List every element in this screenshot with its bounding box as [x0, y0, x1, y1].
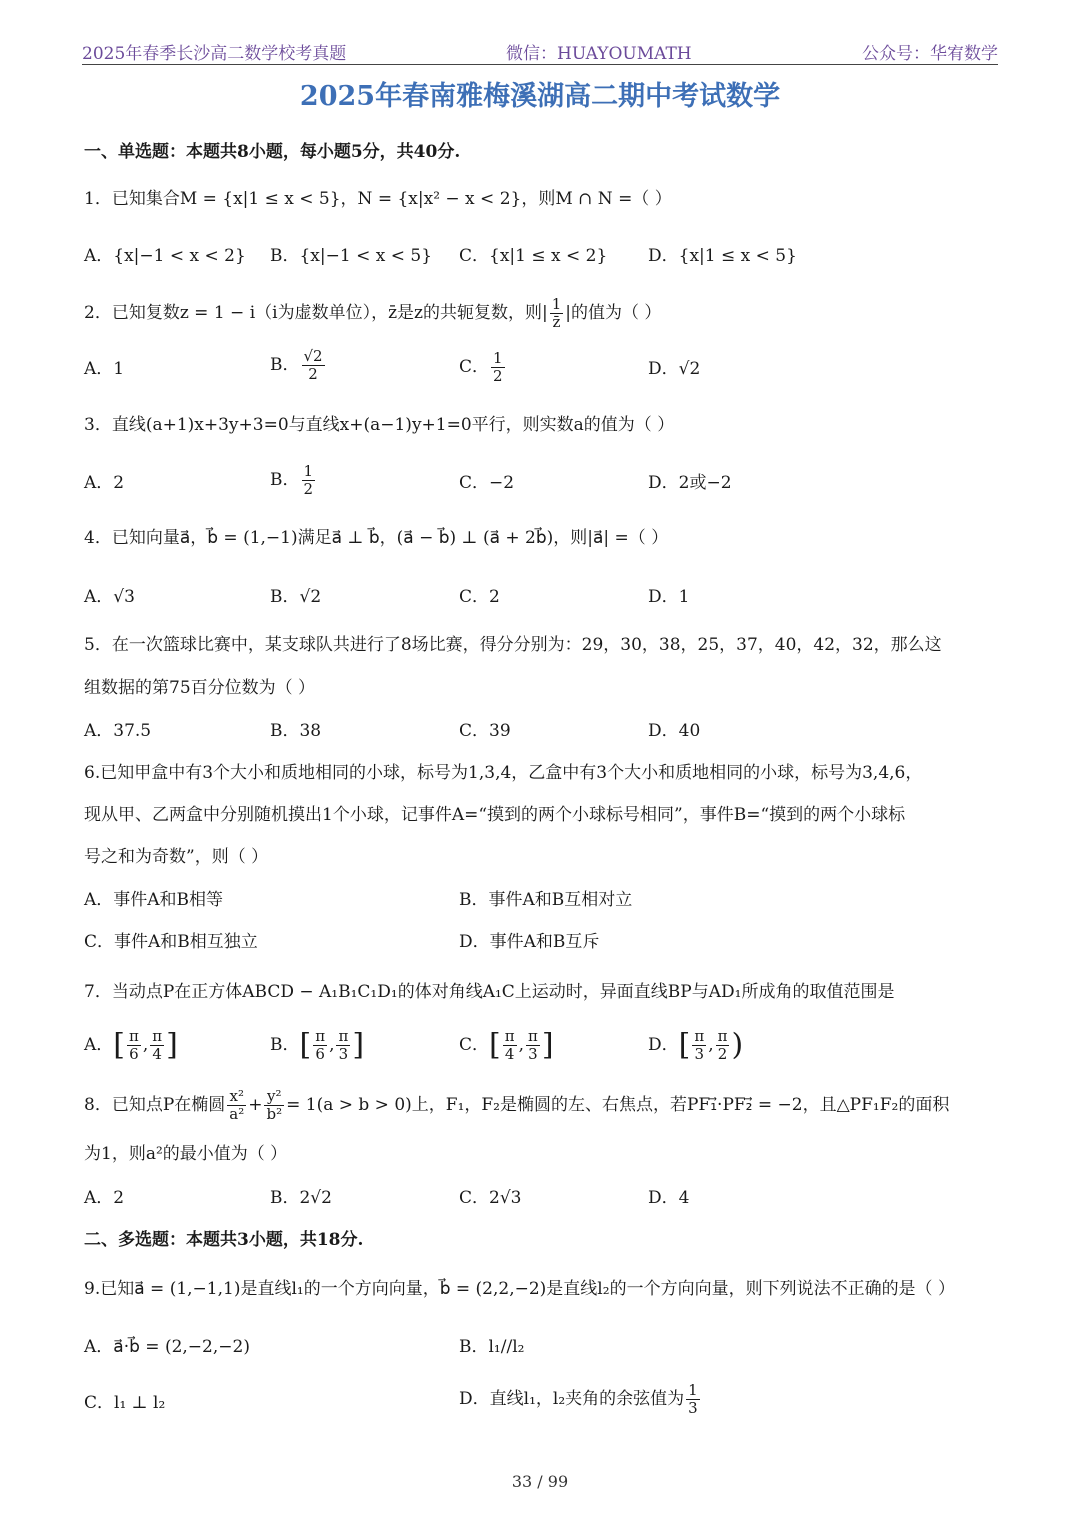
q8-option-d: D．4 [648, 1188, 690, 1208]
page-header [82, 36, 998, 65]
q5-option-d: D．40 [648, 721, 701, 741]
question-7: 7．当动点P在正方体ABCD − A₁B₁C₁D₁的体对角线A₁C上运动时，异面直线BP与AD₁所成角的取值范围是 [84, 982, 895, 1002]
q6-option-b: B．事件A和B互相对立 [459, 890, 633, 910]
question-6-line-1: 6.已知甲盒中有3个大小和质地相同的小球，标号为1,3,4，乙盒中有3个大小和质地相同的小球，标号为3,4,6， [84, 763, 923, 783]
q1-option-d: D．{x|1 ≤ x < 5} [648, 246, 797, 266]
q9-option-a: A．a⃗·b⃗ = (2,−2,−2) [84, 1337, 250, 1357]
question-2: 2．已知复数z = 1 − i（i为虚数单位），z̄是z的共轭复数，则| $\frac{1}{z̄}$ |的值为（ ） [84, 295, 662, 331]
q3-option-b: B． $\frac{1}{2}$ [270, 462, 314, 498]
q6-option-c: C．事件A和B相互独立 [84, 932, 258, 952]
q1-option-b: B．{x|−1 < x < 5} [270, 246, 433, 266]
q5-option-b: B．38 [270, 721, 322, 741]
question-9: 9.已知a⃗ = (1,−1,1)是直线l₁的一个方向向量，b⃗ = (2,2,−2)是直线l₂的一个方向向量，则下列说法不正确的是（ ） [84, 1279, 955, 1299]
question-5-line-2: 组数据的第75百分位数为（ ） [84, 678, 316, 698]
q1-option-c: C．{x|1 ≤ x < 2} [459, 246, 608, 266]
q9-option-c: C．l₁ ⊥ l₂ [84, 1393, 166, 1413]
question-6-line-2: 现从甲、乙两盒中分别随机摸出1个小球，记事件A=“摸到的两个小球标号相同”，事件B=“摸到的两个小球标 [84, 805, 906, 825]
q5-option-a: A．37.5 [84, 721, 152, 741]
header-account: 公众号：华宥数学 [862, 44, 998, 64]
q8-option-c: C．2√3 [459, 1188, 522, 1208]
fraction: $\frac{1}{z̄}$ [551, 295, 562, 331]
q8-option-a: A．2 [84, 1188, 125, 1208]
q7-option-d: D．[ $\frac{\pi}{3}$ , $\frac{\pi}{2}$ ) [648, 1027, 744, 1063]
question-8-line-2: 为1，则a²的最小值为（ ） [84, 1144, 288, 1164]
q2-option-d: D．√2 [648, 359, 701, 379]
q9-option-d: D．直线l₁，l₂夹角的余弦值为 $\frac{1}{3}$ [459, 1381, 698, 1417]
q3-option-c: C．−2 [459, 473, 515, 493]
q1-option-a: A．{x|−1 < x < 2} [84, 246, 246, 266]
q7-option-c: C．[ $\frac{\pi}{4}$ , $\frac{\pi}{3}$ ] [459, 1027, 554, 1063]
header-left: 2025年春季长沙高二数学校考真题 [82, 44, 347, 64]
q6-option-a: A．事件A和B相等 [84, 890, 224, 910]
question-8-line-1: 8．已知点P在椭圆 $\frac{\text{x²}}{\text{a²}}$ + $\frac{\text{y²}}{\text{b²}}$ = 1(a > b > 0)上，F₁，F₂是椭圆的左、右焦点，若PF₁⃗·PF₂⃗ = −2，且△PF₁F₂的面积 [84, 1087, 950, 1123]
question-4: 4．已知向量a⃗，b⃗ = (1,−1)满足a⃗ ⊥ b⃗，(a⃗ − b⃗) ⊥ (a⃗ + 2b⃗)，则|a⃗| =（ ） [84, 528, 669, 548]
question-5-line-1: 5．在一次篮球比赛中，某支球队共进行了8场比赛，得分分别为：29，30，38，25，37，40，42，32，那么这 [84, 635, 942, 655]
q5-option-c: C．39 [459, 721, 511, 741]
q4-option-a: A．√3 [84, 587, 135, 607]
q4-option-b: B．√2 [270, 587, 322, 607]
header-wechat: 微信：HUAYOUMATH [506, 44, 692, 64]
section-single-choice: 一、单选题：本题共8小题，每小题5分，共40分. [84, 142, 461, 162]
q2-option-c: C． $\frac{1}{2}$ [459, 349, 503, 385]
q4-option-d: D．1 [648, 587, 690, 607]
q2-option-b: B． $\frac{√2}{2}$ [270, 347, 323, 383]
q7-option-b: B．[ $\frac{\pi}{6}$ , $\frac{\pi}{3}$ ] [270, 1027, 365, 1063]
question-6-line-3: 号之和为奇数”，则（ ） [84, 847, 269, 867]
q4-option-c: C．2 [459, 587, 500, 607]
q7-option-a: A．[ $\frac{\pi}{6}$ , $\frac{\pi}{4}$ ] [84, 1027, 178, 1063]
q9-option-b: B．l₁//l₂ [459, 1337, 525, 1357]
q6-option-d: D．事件A和B互斥 [459, 932, 600, 952]
question-3: 3．直线(a+1)x+3y+3=0与直线x+(a−1)y+1=0平行，则实数a的值为（ ） [84, 415, 675, 435]
q3-option-a: A．2 [84, 473, 125, 493]
q2-option-a: A．1 [84, 359, 125, 379]
question-1: 1．已知集合M = {x|1 ≤ x < 5}，N = {x|x² − x < 2}，则M ∩ N =（ ） [84, 189, 672, 209]
section-multiple-choice: 二、多选题：本题共3小题，共18分. [84, 1230, 364, 1250]
page-title: 2025年春南雅梅溪湖高二期中考试数学 [299, 81, 781, 112]
q8-option-b: B．2√2 [270, 1188, 332, 1208]
page-number: 33 / 99 [511, 1472, 569, 1491]
q3-option-d: D．2或−2 [648, 473, 732, 493]
